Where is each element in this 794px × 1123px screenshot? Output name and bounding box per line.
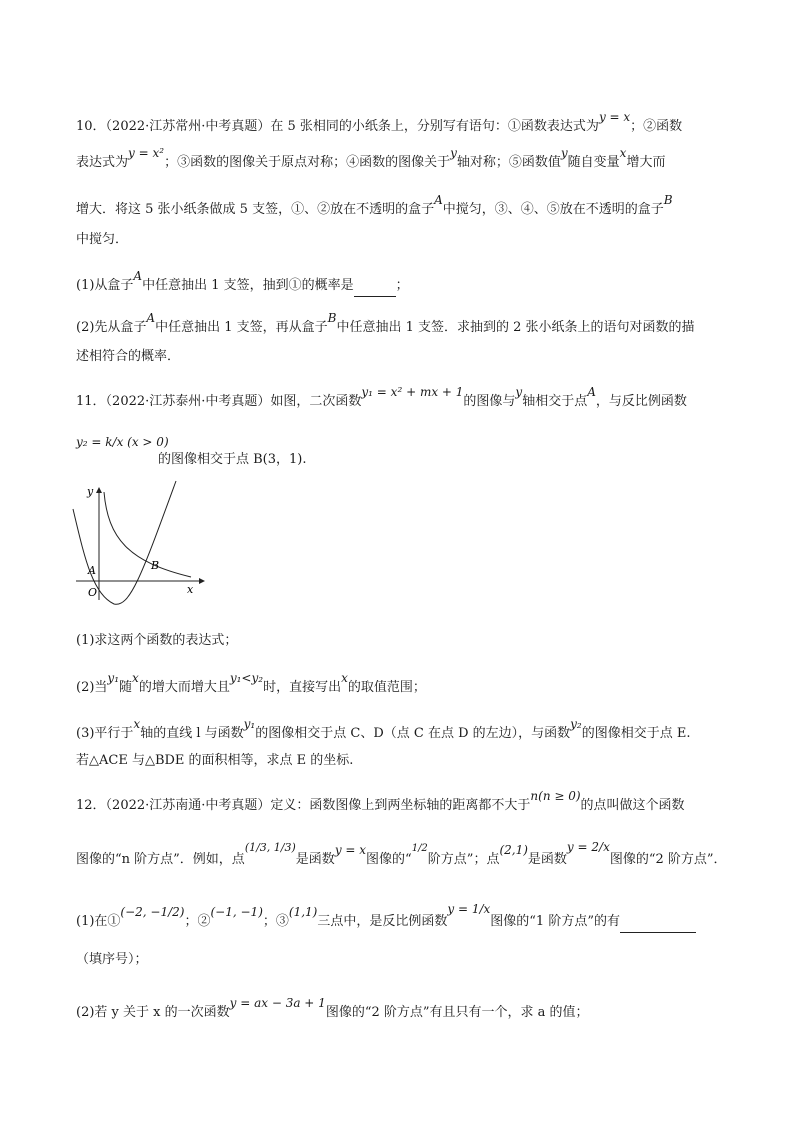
origin-label: O — [88, 586, 98, 599]
q10-formula: A — [133, 269, 143, 283]
q11-text: ，与反比例函数 — [595, 394, 687, 409]
q11-part2 — [76, 671, 426, 698]
q12-text: 是函数 — [295, 852, 335, 867]
q11-part3 — [76, 717, 691, 744]
q12-line2 — [76, 840, 727, 871]
q10-text: 表达式为 — [76, 155, 129, 170]
x-axis-label: x — [187, 583, 194, 596]
q11-part2-text: 随 — [119, 680, 133, 695]
q10-part1-text: 中任意抽出 1 支签，抽到①的概率是 — [142, 278, 354, 293]
q12-formula: y = 1/x — [447, 902, 491, 916]
q11-part1-text: (1)求这两个函数的表达式； — [76, 633, 238, 648]
q11-part2-text: (2)当 — [76, 680, 108, 695]
q11-text: 的图像与 — [463, 394, 516, 409]
q10-formula: y — [450, 146, 457, 160]
q10-part1-text: (1)从盒子 — [76, 278, 134, 293]
q12-text: 12．（2022·江苏南通·中考真题）定义：函数图像上到两坐标轴的距离都不大于 — [76, 798, 531, 813]
q11-text: 的图像相交于点 B(3，1). — [158, 452, 307, 467]
answer-blank[interactable] — [354, 276, 396, 297]
q10-part1-text: ； — [395, 278, 409, 293]
q11-formula: A — [587, 385, 596, 399]
q11-part3-text: 的图像相交于点 E. — [581, 726, 691, 741]
q12-text: 图像的“2 阶方点”． — [609, 852, 727, 867]
q12-formula: (−1, −1) — [210, 905, 263, 919]
q10-text: ；③函数的图像关于原点对称；④函数的图像关于 — [164, 155, 451, 170]
q10-line2 — [76, 146, 666, 173]
y-axis-label: y — [87, 485, 94, 498]
q11-text: 轴相交于点 — [522, 394, 588, 409]
q12-part1-text: （填序号）； — [76, 952, 148, 967]
q11-text: 11．（2022·江苏泰州·中考真题）如图，二次函数 — [76, 394, 362, 409]
q10-part2-text: (2)先从盒子 — [76, 320, 147, 335]
q12-formula: (1,1) — [288, 905, 318, 919]
q10-text: 随自变量 — [567, 155, 620, 170]
q12-text: 阶方点”；点 — [427, 852, 500, 867]
answer-blank[interactable] — [620, 912, 696, 933]
q12-formula: n(n ≥ 0) — [530, 789, 581, 803]
q11-formula: y₂ — [570, 717, 582, 731]
q11-part3-text: 若△ACE 与△BDE 的面积相等，求点 E 的坐标. — [76, 753, 354, 768]
q12-part1-text: 三点中，是反比例函数 — [317, 914, 448, 929]
q10-part2-text: 中任意抽出 1 支签，再从盒子 — [155, 320, 328, 335]
q10-part1 — [76, 269, 409, 297]
q10-part2 — [76, 311, 695, 338]
q12-part1-cont — [76, 950, 148, 970]
q12-text: 图像的“n 阶方点”．例如，点 — [76, 852, 245, 867]
q10-text: 轴对称；⑤函数值 — [456, 155, 561, 170]
q11-formula: x — [132, 671, 139, 685]
q10-formula: y = x — [598, 110, 631, 124]
q11-formula: y₁ = x² + mx + 1 — [361, 385, 464, 399]
q11-formula: y — [515, 385, 523, 399]
q12-formula: (−2, −1/2) — [120, 905, 185, 919]
q10-formula: A — [434, 193, 443, 207]
q12-part1-text: 图像的“1 阶方点”的有 — [490, 914, 620, 929]
point-a-label: A — [88, 564, 96, 577]
q12-part1-text: (1)在① — [76, 914, 121, 929]
q11-formula: y₁ — [243, 717, 256, 731]
q10-text: 10．（2022·江苏常州·中考真题）在 5 张相同的小纸条上，分别写有语句：①函数表达式为 — [76, 119, 599, 134]
q10-part2-text: 述相符合的概率． — [76, 349, 181, 364]
q10-formula: B — [327, 311, 337, 325]
q10-formula: B — [663, 193, 673, 207]
q12-part1-text: ；② — [184, 914, 211, 929]
q10-part2-cont — [76, 347, 180, 367]
q11-line1 — [76, 385, 687, 412]
q10-formula: x — [619, 146, 627, 160]
q10-formula: y — [560, 146, 568, 160]
q11-line2b — [158, 450, 307, 470]
q11-part2-text: 的取值范围； — [347, 680, 426, 695]
q10-text: 增大而 — [626, 155, 666, 170]
q12-formula: y = 2/x — [566, 840, 610, 854]
q11-part3-text: (3)平行于 — [76, 726, 134, 741]
q12-text: 是函数 — [527, 852, 567, 867]
q11-part3-cont — [76, 751, 353, 771]
q11-formula: y₁<y₂ — [229, 671, 264, 685]
hyperbola-curve — [104, 492, 191, 577]
point-b-label: B — [151, 559, 160, 572]
q10-text: 中搅匀． — [76, 232, 129, 247]
q12-formula: (1/3, 1/3) — [244, 841, 296, 854]
q10-formula: A — [146, 311, 156, 325]
q12-part1-text: ；③ — [262, 914, 289, 929]
q11-formula: y₁ — [107, 671, 120, 685]
q11-formula: x — [341, 671, 348, 685]
q11-part1 — [76, 631, 237, 651]
q12-part2-text: (2)若 y 关于 x 的一次函数 — [76, 1005, 230, 1020]
q11-part2-text: 的增大而增大且 — [138, 680, 230, 695]
q10-text: ；②函数 — [630, 119, 683, 134]
q10-formula: y = x² — [128, 146, 165, 160]
q12-line1 — [76, 789, 685, 816]
q10-part2-text: 中任意抽出 1 支签．求抽到的 2 张小纸条上的语句对函数的描 — [336, 320, 695, 335]
q12-formula: y = ax − 3a + 1 — [229, 996, 326, 1010]
q11-part2-text: 时，直接写出 — [263, 680, 342, 695]
q11-graph — [66, 480, 216, 606]
q11-formula: x — [133, 717, 141, 731]
q11-formula: y₂ = k/x (x > 0) — [76, 435, 169, 449]
q12-text: 的点叫做这个函数 — [580, 798, 685, 813]
q12-part2-text: 图像的“2 阶方点”有且只有一个，求 a 的值； — [325, 1005, 589, 1020]
q11-part3-text: 的图像相交于点 C、D（点 C 在点 D 的左边），与函数 — [255, 726, 571, 741]
q12-part1 — [76, 902, 696, 933]
q11-part3-text: 轴的直线 l 与函数 — [140, 726, 244, 741]
q12-formula: 1/2 — [411, 843, 428, 854]
q10-line4 — [76, 230, 128, 250]
q10-text: 增大．将这 5 张小纸条做成 5 支签，①、②放在不透明的盒子 — [76, 202, 435, 217]
q12-part2 — [76, 996, 589, 1023]
q12-text: 图像的“ — [366, 852, 412, 867]
q12-formula: (2,1) — [499, 843, 528, 857]
q10-line3 — [76, 193, 673, 220]
q11-line2 — [76, 432, 169, 453]
q12-formula: y = x — [334, 843, 367, 857]
q10-line1 — [76, 110, 683, 137]
q10-text: 中搅匀，③、④、⑤放在不透明的盒子 — [442, 202, 664, 217]
